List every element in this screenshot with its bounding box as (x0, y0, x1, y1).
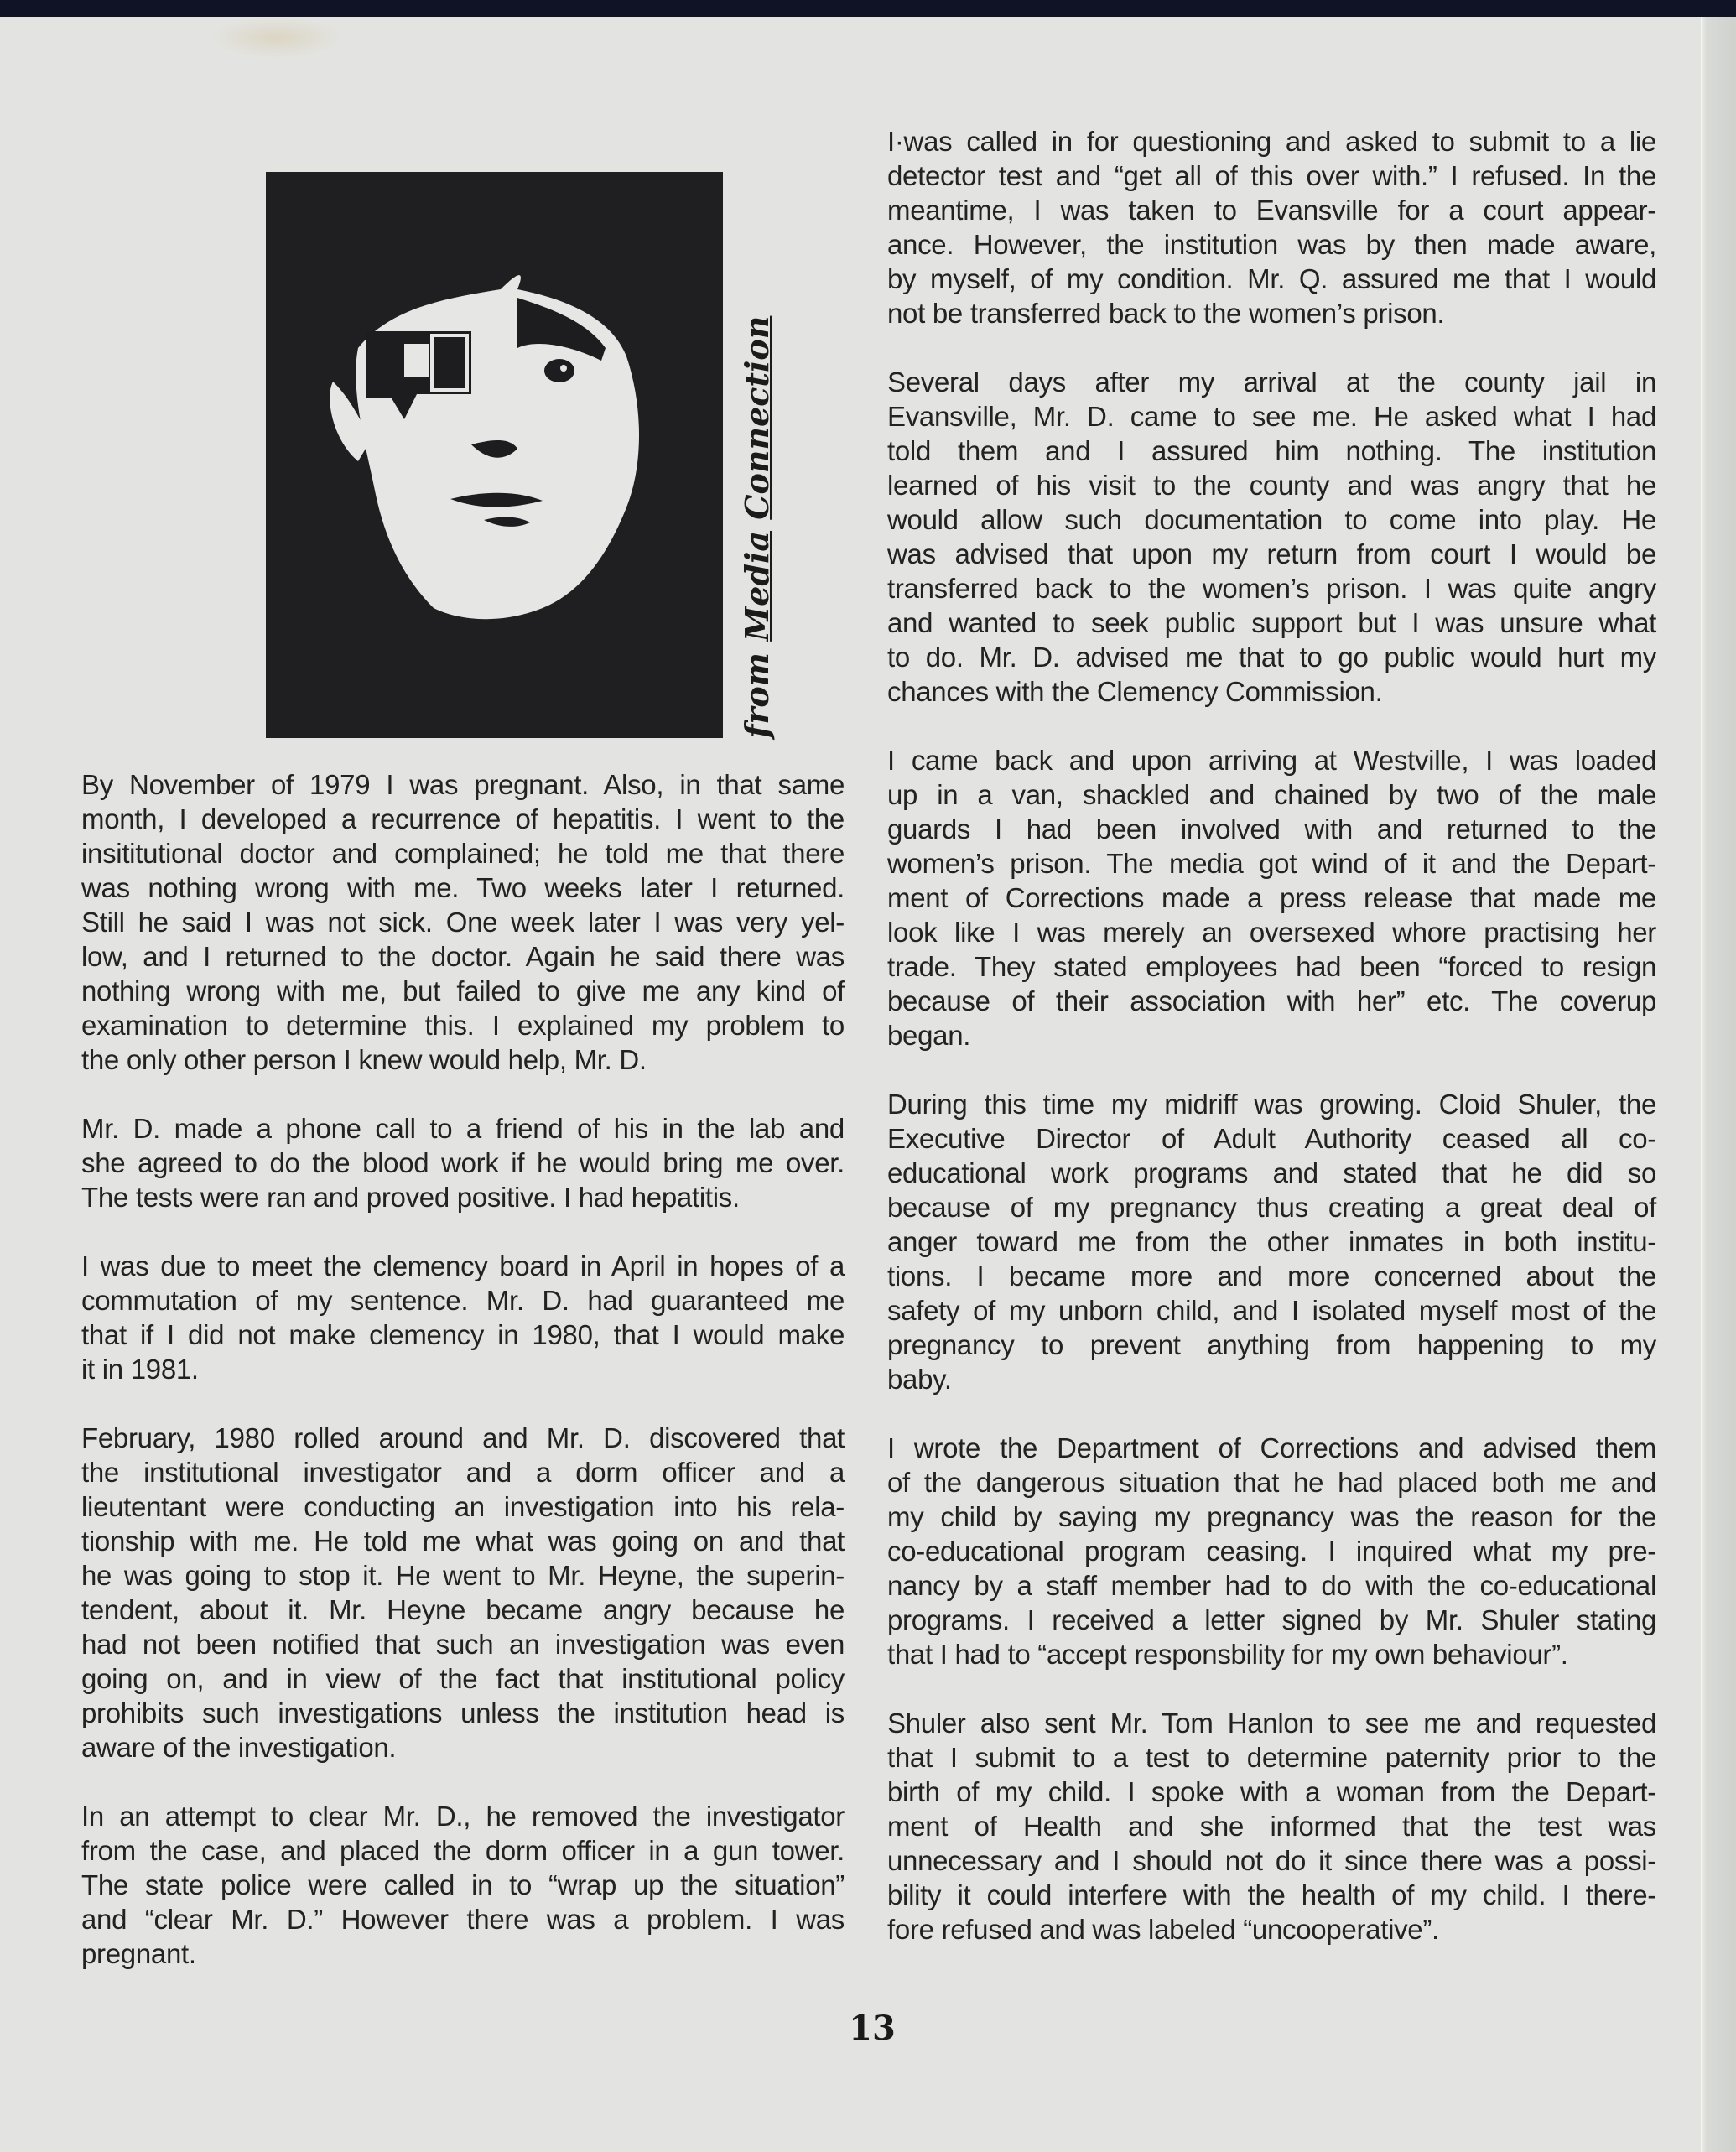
text-line: the institutional investigator and a dorm officer and a (81, 1457, 845, 1488)
text-line: and wanted to seek public support but I was unsure what (887, 607, 1656, 638)
text-line: ment of Health and she informed that the test was (887, 1811, 1656, 1842)
body-paragraph (81, 1421, 845, 1765)
paragraph-spacer (887, 1053, 1656, 1087)
text-line: Several days after my arrival at the county jail in (887, 366, 1656, 398)
text-line: she agreed to do the blood work if he would bring me over. (81, 1147, 845, 1178)
paper-stain (210, 17, 344, 59)
scan-top-edge (0, 0, 1736, 17)
body-paragraph (887, 124, 1656, 330)
text-line: educational work programs and stated that he did so (887, 1157, 1656, 1188)
body-paragraph (81, 1249, 845, 1386)
text-line: because of my pregnancy thus creating a great deal of (887, 1192, 1656, 1223)
text-line: fore refused and was labeled “uncooperative”. (887, 1914, 1439, 1945)
text-line: examination to determine this. I explained my problem to (81, 1010, 845, 1041)
text-line: I wrote the Department of Corrections and advised them (887, 1432, 1656, 1463)
text-line: was advised that upon my return from court I would be (887, 538, 1656, 569)
body-paragraph (887, 365, 1656, 709)
text-line: it in 1981. (81, 1354, 199, 1385)
paragraph-spacer (887, 330, 1656, 365)
text-line: learned of his visit to the county and was angry that he (887, 470, 1656, 501)
text-line: ance. However, the institution was by then made aware, (887, 229, 1656, 260)
paragraph-spacer (887, 709, 1656, 743)
text-line: The state police were called in to “wrap up the situation” (81, 1869, 845, 1900)
text-line: that I submit to a test to determine paternity prior to the (887, 1742, 1656, 1773)
text-line: was nothing wrong with me. Two weeks later I returned. (81, 872, 845, 903)
paragraph-spacer (81, 1765, 845, 1799)
paragraph-spacer (81, 1386, 845, 1421)
text-line: commutation of my sentence. Mr. D. had guaranteed me (81, 1285, 845, 1316)
text-line: he was going to stop it. He went to Mr. Heyne, the superin- (81, 1560, 845, 1591)
text-line: insititutional doctor and complained; he told me that there (81, 838, 845, 869)
text-line: tions. I became more and more concerned about the (887, 1261, 1656, 1292)
text-line: unnecessary and I should not do it since there was a possi- (887, 1845, 1656, 1876)
paragraph-spacer (81, 1214, 845, 1249)
text-line: and “clear Mr. D.” However there was a problem. I was (81, 1904, 845, 1935)
text-line: guards I had been involved with and returned to the (887, 813, 1656, 845)
right-column (887, 124, 1656, 1947)
text-line: anger toward me from the other inmates in both institu- (887, 1226, 1656, 1257)
text-line: prohibits such investigations unless the institution head is (81, 1697, 845, 1728)
text-line: the only other person I knew would help, Mr. D. (81, 1044, 647, 1075)
text-line: safety of my unborn child, and I isolated myself most of the (887, 1295, 1656, 1326)
body-paragraph (887, 1706, 1656, 1947)
body-paragraph (887, 743, 1656, 1053)
text-line: I was due to meet the clemency board in April in hopes of a (81, 1250, 845, 1281)
text-line: by myself, of my condition. Mr. Q. assured me that I would (887, 263, 1656, 294)
text-line: Mr. D. made a phone call to a friend of his in the lab and (81, 1113, 845, 1144)
paragraph-spacer (887, 1396, 1656, 1431)
text-line: By November of 1979 I was pregnant. Also, in that same (81, 769, 845, 800)
body-paragraph (81, 1799, 845, 1971)
text-line: co-educational program ceasing. I inquired what my pre- (887, 1536, 1656, 1567)
halftone-portrait-of-woman-face-icon (266, 172, 723, 738)
text-line: meantime, I was taken to Evansville for a court appear- (887, 195, 1656, 226)
text-line: February, 1980 rolled around and Mr. D. discovered that (81, 1422, 845, 1453)
text-line: The tests were ran and proved positive. I had hepatitis. (81, 1182, 740, 1213)
text-line: told them and I assured him nothing. The institution (887, 435, 1656, 466)
body-paragraph (887, 1087, 1656, 1396)
text-line: would allow such documentation to come into play. He (887, 504, 1656, 535)
body-paragraph (887, 1431, 1656, 1671)
text-line: ment of Corrections made a press release that made me (887, 882, 1656, 913)
page-fold-edge (1701, 17, 1736, 2152)
text-line: month, I developed a recurrence of hepatitis. I went to the (81, 803, 845, 834)
text-line: Still he said I was not sick. One week later I was very yel- (81, 907, 845, 938)
left-column (81, 767, 845, 1971)
text-line: chances with the Clemency Commission. (887, 676, 1383, 707)
text-line: During this time my midriff was growing. Cloid Shuler, the (887, 1089, 1656, 1120)
text-line: of the dangerous situation that he had placed both me and (887, 1467, 1656, 1498)
text-line: pregnancy to prevent anything from happening to my (887, 1329, 1656, 1360)
text-line: not be transferred back to the women’s prison. (887, 298, 1445, 329)
text-line: that if I did not make clemency in 1980, that I would make (81, 1319, 845, 1350)
text-line: that I had to “accept responsbility for my own behaviour”. (887, 1639, 1568, 1670)
text-line: pregnant. (81, 1938, 196, 1969)
text-line: low, and I returned to the doctor. Again he said there was (81, 941, 845, 972)
paragraph-spacer (887, 1671, 1656, 1706)
text-line: because of their association with her” etc. The coverup (887, 985, 1656, 1016)
caption-media: Media (738, 530, 776, 642)
body-paragraph (81, 1111, 845, 1214)
text-line: trade. They stated employees had been “forced to resign (887, 951, 1656, 982)
paragraph-spacer (81, 1077, 845, 1111)
text-line: birth of my child. I spoke with a woman from the Depart- (887, 1776, 1656, 1807)
text-line: I·was called in for questioning and asked to submit to a lie (887, 126, 1656, 157)
text-line: In an attempt to clear Mr. D., he removed the investigator (81, 1801, 845, 1832)
text-line: Executive Director of Adult Authority ceased all co- (887, 1123, 1656, 1154)
text-line: transferred back to the women’s prison. I was quite angry (887, 573, 1656, 604)
text-line: I came back and upon arriving at Westville, I was loaded (887, 745, 1656, 776)
text-line: Evansville, Mr. D. came to see me. He asked what I had (887, 401, 1656, 432)
text-line: had not been notified that such an investigation was even (81, 1629, 845, 1660)
text-line: bility it could interfere with the health of my child. I there- (887, 1879, 1656, 1910)
text-line: look like I was merely an oversexed whore practising her (887, 917, 1656, 948)
text-line: tionship with me. He told me what was going on and that (81, 1526, 845, 1557)
text-line: tendent, about it. Mr. Heyne became angry because he (81, 1594, 845, 1625)
text-line: programs. I received a letter signed by Mr. Shuler stating (887, 1604, 1656, 1635)
handwritten-photo-credit (738, 316, 776, 738)
text-line: my child by saying my pregnancy was the reason for the (887, 1501, 1656, 1532)
text-line: aware of the investigation. (81, 1732, 397, 1763)
text-line: baby. (887, 1364, 952, 1395)
body-paragraph (81, 767, 845, 1077)
portrait-photo (266, 172, 723, 738)
text-line: lieutentant were conducting an investigation into his rela- (81, 1491, 845, 1522)
text-line: to do. Mr. D. advised me that to go public would hurt my (887, 642, 1656, 673)
text-line: began. (887, 1020, 971, 1051)
text-line: up in a van, shackled and chained by two of the male (887, 779, 1656, 810)
text-line: detector test and “get all of this over with.” I refused. In the (887, 160, 1656, 191)
caption-from: from (738, 652, 776, 738)
text-line: Shuler also sent Mr. Tom Hanlon to see me and requested (887, 1708, 1656, 1739)
caption-connection: Connection (738, 315, 776, 520)
text-line: going on, and in view of the fact that institutional policy (81, 1663, 845, 1694)
text-line: from the case, and placed the dorm officer in a gun tower. (81, 1835, 845, 1866)
text-line: nancy by a staff member had to do with the co-educational (887, 1570, 1656, 1601)
page-number: 13 (849, 2009, 896, 2048)
text-line: women’s prison. The media got wind of it and the Depart- (887, 848, 1656, 879)
text-line: nothing wrong with me, but failed to give me any kind of (81, 975, 845, 1006)
